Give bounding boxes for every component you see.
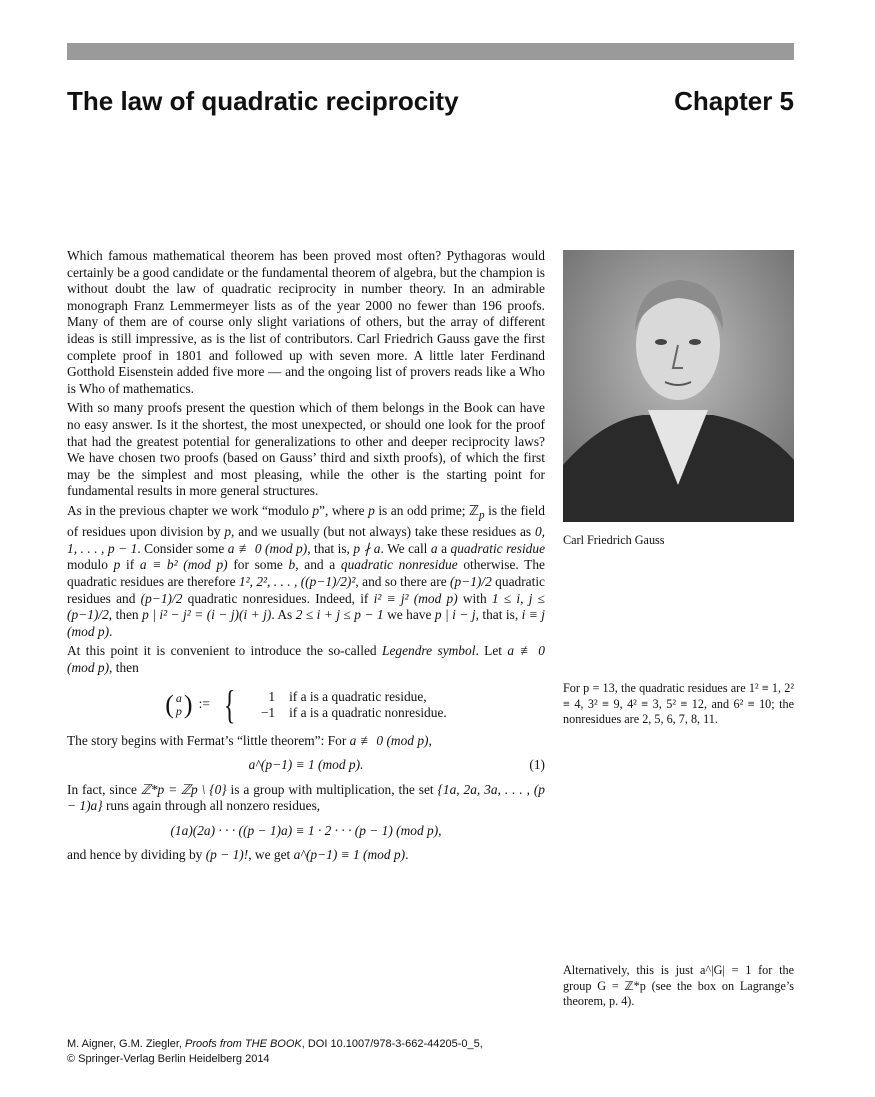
text: is an odd prime; (374, 502, 470, 518)
text: is the field of residues upon division by (67, 502, 546, 540)
text: The story begins with Fermat’s “little theorem”: For (67, 732, 350, 748)
math: i² ≡ j² (mod p) (373, 590, 458, 606)
math: p | i² − j² = (i − j)(i + j) (142, 607, 272, 623)
text: . Let (475, 643, 508, 659)
math: p (479, 509, 485, 522)
text: , and we usually (but not always) take these residues as (231, 524, 535, 540)
text: ”, where (319, 502, 369, 518)
math: a ≢ 0 (mod p) (227, 540, 308, 556)
paren: ( (165, 689, 174, 719)
case-nonresidue (245, 705, 447, 721)
equation-number: (1) (529, 757, 545, 773)
math: a ≢ 0 (mod p) (349, 732, 429, 748)
text: modulo (67, 557, 114, 573)
denominator: p (175, 703, 182, 718)
math: ℤ (469, 502, 480, 518)
math: p (368, 502, 375, 518)
math: p (224, 524, 232, 540)
cases (245, 689, 447, 721)
math: ℤ*p = ℤp \ {0} (140, 781, 227, 797)
text: otherwise. The quadratic residues are therefore (67, 557, 546, 589)
math: p (113, 557, 121, 573)
text: , DOI 10.1007/978-3-662-44205-0_5, (301, 1038, 483, 1050)
math: a ≢ 0 (mod p) (67, 643, 545, 675)
text: is a group with multiplication, the set (226, 781, 438, 797)
header-bar (67, 43, 794, 60)
footer-line (67, 1037, 483, 1052)
book-title: Proofs from THE BOOK (185, 1038, 302, 1050)
text: with (457, 590, 492, 606)
text: . As (271, 607, 296, 623)
paragraph-residues (67, 503, 545, 640)
paragraph-fermat (67, 733, 545, 750)
margin-note-lagrange: Alternatively, this is just a^|G| = 1 for the group G = ℤ*p (see the box on Lagrange’s theorem, p. 4). (563, 963, 794, 1009)
footer-citation (67, 1037, 483, 1067)
text: At this point it is convenient to introduce the so-called (67, 643, 383, 659)
text: , then (108, 607, 143, 623)
main-text (67, 248, 545, 867)
text: , that is, (307, 540, 354, 556)
text: , and so there are (355, 573, 451, 589)
text: , we get (248, 847, 294, 863)
text: runs again through all nonzero residues, (102, 798, 321, 814)
text: and hence by dividing by (67, 847, 206, 863)
term: Legendre symbol (382, 643, 476, 659)
text: M. Aigner, G.M. Ziegler, (67, 1038, 185, 1050)
legendre-definition (67, 681, 545, 727)
math: a ≡ b² (mod p) (139, 557, 228, 573)
gauss-portrait (563, 250, 794, 522)
text: , then (109, 659, 139, 675)
text: , (428, 732, 432, 748)
math: p ∤ a (353, 540, 381, 556)
text: quadratic residues and (67, 573, 545, 606)
case-value: −1 (260, 704, 276, 720)
text: we have (383, 607, 435, 623)
assign-symbol: := (198, 696, 210, 712)
math: p (312, 502, 320, 518)
brace: { (223, 681, 236, 727)
math: (p−1)/2 (140, 590, 183, 606)
text: , that is, (475, 607, 522, 623)
text: As in the previous chapter we work “modulo (67, 502, 313, 518)
math: p | i − j (434, 607, 476, 623)
math: a (430, 540, 438, 556)
math: i ≡ j (mod p) (67, 607, 546, 639)
text: . (109, 623, 113, 639)
margin-note-example: For p = 13, the quadratic residues are 1² ≡ 1, 2² ≡ 4, 3² ≡ 9, 4² ≡ 3, 5² ≡ 12, and 6² ≡ 10; the nonresidues are 2, 5, 6, 7, 8, 11. (563, 681, 794, 727)
equation-product (67, 823, 545, 840)
text: . (405, 847, 409, 863)
chapter-title: The law of quadratic reciprocity (67, 86, 459, 116)
paragraph-group (67, 782, 545, 815)
legendre-symbol (176, 692, 182, 718)
math: b (288, 557, 296, 573)
equation: (1a)(2a) · · · ((p − 1)a) ≡ 1 · 2 · · · (p − 1) (mod p), (170, 822, 442, 838)
case-value: 1 (268, 688, 276, 704)
math: (p − 1)! (205, 847, 249, 863)
math: 1 ≤ i, j ≤ (p−1)/2 (67, 590, 545, 623)
equation-1 (67, 757, 545, 774)
paragraph-intro: Which famous mathematical theorem has been proved most often? Pythagoras would certainly be a good candidate or the fundamental theorem of algebra, but the champion is without doubt the law of quadratic reciprocity in number theory. In an admirable monograph Franz Lemmermeyer lists as of the year 2000 no fewer than 196 proofs. Many of them are of course only slight variations of others, but the array of different ideas is still impressive, as is the list of contributors. Carl Friedrich Gauss gave the first complete proof in 1801 and followed up with seven more. A little later Ferdinand Gotthold Eisenstein added five more — and the ongoing list of provers reads like a Who is Who of mathematics. (67, 248, 545, 396)
text: , and a (295, 557, 341, 573)
chapter-number: Chapter 5 (674, 86, 794, 116)
case-text: if a is a quadratic residue, (289, 688, 427, 704)
math: {1a, 2a, 3a, . . . , (p − 1)a} (67, 781, 545, 814)
math: a^(p−1) ≡ 1 (mod p) (293, 847, 406, 863)
text: a (437, 540, 451, 556)
case-residue (245, 689, 447, 705)
text: for some (227, 557, 289, 573)
term: quadratic residue (450, 540, 546, 556)
math: (p−1)/2 (450, 573, 492, 589)
term: quadratic nonresidue (340, 557, 458, 573)
text: . Consider some (137, 540, 228, 556)
math: 0, 1, . . . , p − 1 (67, 524, 545, 556)
text: quadratic nonresidues. Indeed, if (182, 590, 374, 606)
paragraph-conclusion (67, 847, 545, 864)
math: 1², 2², . . . , ((p−1)/2)² (238, 573, 356, 589)
math: 2 ≤ i + j ≤ p − 1 (295, 607, 384, 623)
equation: a^(p−1) ≡ 1 (mod p). (248, 757, 364, 773)
footer-copyright: © Springer-Verlag Berlin Heidelberg 2014 (67, 1053, 270, 1065)
paragraph-choice: With so many proofs present the question which of them belongs in the Book can have no easy answer. Is it the shortest, the most unexpected, or should one look for the proof that had the greatest potential for generalizations to other and deeper reciprocity laws? We have chosen two proofs (based on Gauss’ third and sixth proofs), of which the first may be the simplest and most pleasing, while the other is the starting point for fundamental results in more general structures. (67, 400, 545, 499)
text: if (120, 557, 140, 573)
text: . We call (380, 540, 431, 556)
portrait-caption: Carl Friedrich Gauss (563, 533, 665, 547)
numerator: a (175, 690, 182, 705)
text: In fact, since (67, 781, 141, 797)
paragraph-legendre (67, 643, 545, 676)
case-text: if a is a quadratic nonresidue. (289, 704, 447, 720)
portrait-image (563, 250, 794, 522)
paren: ) (183, 689, 193, 719)
